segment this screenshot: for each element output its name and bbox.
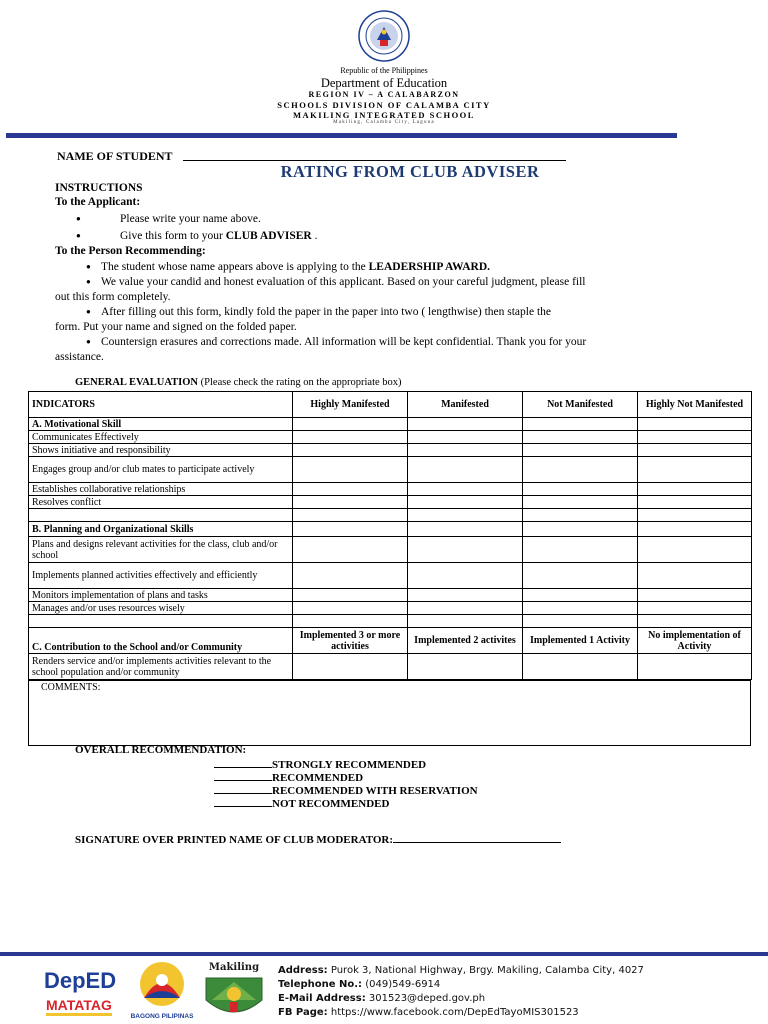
rating-cell[interactable] bbox=[523, 457, 638, 483]
rating-cell[interactable] bbox=[408, 418, 523, 431]
bullet-icon: ● bbox=[76, 231, 81, 240]
makiling-school-logo bbox=[198, 960, 270, 1022]
indicator-label: Monitors implementation of plans and tasks bbox=[29, 589, 293, 602]
option-not-recommended[interactable]: NOT RECOMMENDED bbox=[214, 796, 389, 810]
deped-seal-logo bbox=[358, 10, 410, 62]
department-text: Department of Education bbox=[320, 76, 448, 90]
header-highly-manifested: Highly Manifested bbox=[293, 392, 408, 418]
signature-field[interactable] bbox=[75, 832, 561, 846]
table-header-row bbox=[29, 392, 752, 418]
header-highly-not-manifested: Highly Not Manifested bbox=[638, 392, 752, 418]
bullet-icon: ● bbox=[86, 307, 91, 316]
rating-cell[interactable] bbox=[638, 563, 752, 589]
rating-cell[interactable] bbox=[293, 457, 408, 483]
school-name: MAKILING INTEGRATED SCHOOL bbox=[293, 110, 475, 120]
footer-telephone: Telephone No.: (049)549-6914 bbox=[278, 979, 441, 990]
recommender-instruction-3a: After filling out this form, kindly fold the paper in the paper into two ( lengthwise) then staple the bbox=[101, 306, 551, 318]
svg-text:MATATAG: MATATAG bbox=[46, 997, 112, 1013]
header-implemented-3: Implemented 3 or more activities bbox=[293, 628, 408, 654]
footer-email[interactable]: E-Mail Address: 301523@deped.gov.ph bbox=[278, 993, 486, 1004]
school-address: Makiling, Calamba City, Laguna bbox=[333, 120, 435, 125]
check-line[interactable] bbox=[214, 770, 272, 781]
rating-table bbox=[28, 391, 752, 680]
check-line[interactable] bbox=[214, 783, 272, 794]
rating-cell[interactable] bbox=[408, 589, 523, 602]
recommender-instruction-4a: Countersign erasures and corrections made. All information will be kept confidential. Thank you for your bbox=[101, 336, 587, 348]
rating-cell[interactable] bbox=[408, 537, 523, 563]
rating-cell[interactable] bbox=[293, 496, 408, 509]
blank-row bbox=[29, 509, 752, 522]
rating-cell[interactable] bbox=[638, 522, 752, 537]
rating-cell[interactable] bbox=[523, 496, 638, 509]
rating-cell[interactable] bbox=[293, 589, 408, 602]
rating-cell[interactable] bbox=[638, 602, 752, 615]
table-row bbox=[29, 457, 752, 483]
header-no-implementation: No implementation of Activity bbox=[638, 628, 752, 654]
rating-cell[interactable] bbox=[638, 589, 752, 602]
student-name-line[interactable] bbox=[183, 160, 566, 161]
rating-cell[interactable] bbox=[293, 418, 408, 431]
rating-cell[interactable] bbox=[523, 602, 638, 615]
section-a-label: A. Motivational Skill bbox=[29, 418, 293, 431]
rating-cell[interactable] bbox=[523, 444, 638, 457]
overall-recommendation-label: OVERALL RECOMMENDATION: bbox=[75, 744, 247, 756]
rating-cell[interactable] bbox=[408, 496, 523, 509]
division-text: SCHOOLS DIVISION OF CALAMBA CITY bbox=[277, 100, 491, 110]
form-title: RATING FROM CLUB ADVISER bbox=[280, 162, 540, 181]
rating-cell[interactable] bbox=[408, 522, 523, 537]
bullet-icon: ● bbox=[86, 262, 91, 271]
rating-cell[interactable] bbox=[293, 522, 408, 537]
rating-cell[interactable] bbox=[293, 654, 408, 680]
recommender-instruction-4b: assistance. bbox=[55, 351, 104, 363]
section-row bbox=[29, 522, 752, 537]
rating-cell[interactable] bbox=[408, 457, 523, 483]
bullet-icon: ● bbox=[86, 277, 91, 286]
applicant-instruction-1: Please write your name above. bbox=[120, 213, 261, 225]
svg-text:DepED: DepED bbox=[44, 968, 116, 993]
rating-cell[interactable] bbox=[293, 431, 408, 444]
indicator-label: Renders service and/or implements activities relevant to the school population and/or community bbox=[29, 654, 293, 680]
table-row bbox=[29, 602, 752, 615]
recommender-instruction-3b: form. Put your name and signed on the folded paper. bbox=[55, 321, 297, 333]
section-c-label: C. Contribution to the School and/or Community bbox=[29, 628, 293, 654]
recommender-instruction-1: The student whose name appears above is applying to the LEADERSHIP AWARD. bbox=[101, 261, 491, 273]
option-recommended-with-reservation[interactable]: RECOMMENDED WITH RESERVATION bbox=[214, 783, 478, 797]
indicator-label: Establishes collaborative relationships bbox=[29, 483, 293, 496]
bullet-icon: ● bbox=[76, 214, 81, 223]
rating-cell[interactable] bbox=[293, 444, 408, 457]
indicator-label: Engages group and/or club mates to participate actively bbox=[29, 457, 293, 483]
option-strongly-recommended[interactable]: STRONGLY RECOMMENDED bbox=[214, 757, 426, 771]
rating-cell[interactable] bbox=[523, 431, 638, 444]
footer-divider bbox=[0, 952, 768, 956]
rating-cell[interactable] bbox=[638, 418, 752, 431]
rating-cell[interactable] bbox=[638, 496, 752, 509]
rating-cell[interactable] bbox=[523, 654, 638, 680]
header-implemented-2: Implemented 2 activites bbox=[408, 628, 523, 654]
rating-cell[interactable] bbox=[523, 483, 638, 496]
header-implemented-1: Implemented 1 Activity bbox=[523, 628, 638, 654]
rating-cell[interactable] bbox=[408, 563, 523, 589]
table-row bbox=[29, 563, 752, 589]
bullet-icon: ● bbox=[86, 337, 91, 346]
applicant-instruction-2: Give this form to your CLUB ADVISER . bbox=[120, 230, 318, 242]
table-row bbox=[29, 431, 752, 444]
rating-cell[interactable] bbox=[523, 589, 638, 602]
comments-box[interactable] bbox=[28, 680, 751, 746]
option-recommended[interactable]: RECOMMENDED bbox=[214, 770, 363, 784]
indicator-label: Manages and/or uses resources wisely bbox=[29, 602, 293, 615]
check-line[interactable] bbox=[214, 757, 272, 768]
table-row bbox=[29, 496, 752, 509]
applicant-heading: To the Applicant: bbox=[55, 196, 141, 208]
republic-text: Republic of the Philippines bbox=[340, 66, 428, 75]
rating-cell[interactable] bbox=[408, 654, 523, 680]
signature-line[interactable] bbox=[393, 832, 561, 843]
rating-cell[interactable] bbox=[638, 654, 752, 680]
section-row bbox=[29, 418, 752, 431]
svg-text:BAGONG PILIPINAS: BAGONG PILIPINAS bbox=[130, 1013, 194, 1020]
indicator-label: Communicates Effectively bbox=[29, 431, 293, 444]
rating-cell[interactable] bbox=[408, 431, 523, 444]
blank-row bbox=[29, 615, 752, 628]
rating-cell[interactable] bbox=[293, 483, 408, 496]
table-row bbox=[29, 654, 752, 680]
recommender-instruction-2b: out this form completely. bbox=[55, 291, 171, 303]
indicator-label: Implements planned activities effectively and efficiently bbox=[29, 563, 293, 589]
rating-cell[interactable] bbox=[638, 537, 752, 563]
section-b-label: B. Planning and Organizational Skills bbox=[29, 522, 293, 537]
general-evaluation-label: GENERAL EVALUATION (Please check the rating on the appropriate box) bbox=[75, 377, 402, 388]
table-row bbox=[29, 537, 752, 563]
rating-cell[interactable] bbox=[638, 431, 752, 444]
check-line[interactable] bbox=[214, 796, 272, 807]
rating-cell[interactable] bbox=[638, 483, 752, 496]
indicator-label: Shows initiative and responsibility bbox=[29, 444, 293, 457]
table-row bbox=[29, 483, 752, 496]
rating-cell[interactable] bbox=[523, 522, 638, 537]
deped-matatag-logo bbox=[42, 962, 116, 1020]
svg-text:Makiling: Makiling bbox=[208, 962, 260, 973]
header-not-manifested: Not Manifested bbox=[523, 392, 638, 418]
instructions-heading: INSTRUCTIONS bbox=[55, 182, 143, 194]
rating-cell[interactable] bbox=[293, 537, 408, 563]
bagong-pilipinas-logo bbox=[130, 958, 194, 1022]
indicator-label: Resolves conflict bbox=[29, 496, 293, 509]
comments-label: COMMENTS: bbox=[41, 682, 101, 693]
signature-label: SIGNATURE OVER PRINTED NAME OF CLUB MODERATOR: bbox=[75, 834, 394, 846]
recommender-heading: To the Person Recommending: bbox=[55, 245, 206, 257]
rating-cell[interactable] bbox=[293, 563, 408, 589]
rating-cell[interactable] bbox=[408, 444, 523, 457]
rating-cell[interactable] bbox=[638, 444, 752, 457]
rating-cell[interactable] bbox=[523, 563, 638, 589]
rating-cell[interactable] bbox=[638, 457, 752, 483]
recommender-instruction-2a: We value your candid and honest evaluation of this applicant. Based on your careful judgment, please fill bbox=[101, 276, 586, 288]
table-row bbox=[29, 444, 752, 457]
footer-address: Address: Purok 3, National Highway, Brgy. Makiling, Calamba City, 4027 bbox=[278, 965, 644, 976]
header-manifested: Manifested bbox=[408, 392, 523, 418]
header-indicators: INDICATORS bbox=[29, 392, 293, 418]
indicator-label: Plans and designs relevant activities for the class, club and/or school bbox=[29, 537, 293, 563]
rating-cell[interactable] bbox=[408, 602, 523, 615]
table-row bbox=[29, 589, 752, 602]
region-text: REGION IV – A CALABARZON bbox=[308, 90, 460, 99]
header-divider bbox=[6, 133, 677, 138]
section-c-header-row bbox=[29, 628, 752, 654]
student-name-label: NAME OF STUDENT bbox=[57, 149, 173, 163]
rating-cell[interactable] bbox=[523, 418, 638, 431]
rating-cell[interactable] bbox=[523, 537, 638, 563]
rating-cell[interactable] bbox=[408, 483, 523, 496]
footer-fb-page[interactable]: FB Page: https://www.facebook.com/DepEdTayoMIS301523 bbox=[278, 1007, 579, 1018]
rating-cell[interactable] bbox=[293, 602, 408, 615]
